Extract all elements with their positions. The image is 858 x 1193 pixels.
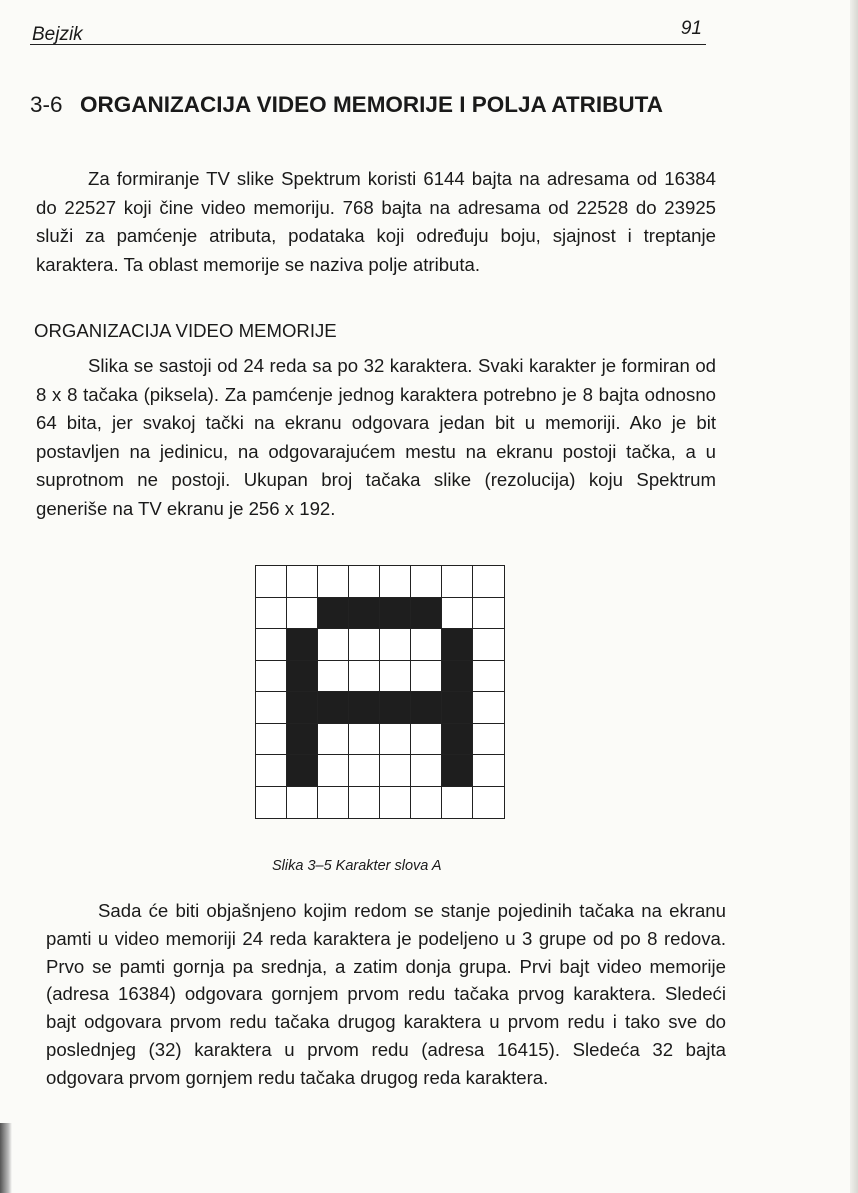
pixel-cell — [411, 598, 442, 630]
pixel-cell — [318, 629, 349, 661]
pixel-cell — [256, 598, 287, 630]
pixel-cell — [318, 755, 349, 787]
pixel-cell — [380, 598, 411, 630]
pixel-cell — [318, 661, 349, 693]
scan-binding-shadow — [0, 1123, 12, 1193]
pixel-cell — [318, 598, 349, 630]
pixel-cell — [287, 692, 318, 724]
pixel-cell — [473, 629, 504, 661]
pixel-cell — [380, 755, 411, 787]
page-edge-shadow — [850, 0, 858, 1193]
pixel-cell — [442, 661, 473, 693]
pixel-cell — [473, 692, 504, 724]
section-title-text: ORGANIZACIJA VIDEO MEMORIJE I POLJA ATRIBUTA — [80, 92, 663, 117]
pixel-cell — [349, 598, 380, 630]
pixel-cell — [473, 598, 504, 630]
pixel-cell — [411, 629, 442, 661]
pixel-cell — [349, 566, 380, 598]
pixel-cell — [380, 787, 411, 819]
pixel-cell — [442, 692, 473, 724]
pixel-cell — [349, 755, 380, 787]
pixel-cell — [287, 755, 318, 787]
pixel-cell — [442, 724, 473, 756]
pixel-cell — [256, 692, 287, 724]
section-title — [30, 90, 690, 120]
paragraph-text: Za formiranje TV slike Spektrum koristi 6144 bajta na adresama od 16384 do 22527 koji čine video memoriju. 768 bajta na adresama od 22528 do 23925 služi za pamćenje atributa, podataka koji određuju boju, sjajnost i treptanje karaktera. Ta oblast memorije se naziva polje atributa. — [36, 168, 716, 275]
pixel-cell — [318, 787, 349, 819]
pixel-cell — [442, 755, 473, 787]
pixel-cell — [473, 661, 504, 693]
pixel-cell — [380, 724, 411, 756]
pixel-cell — [287, 566, 318, 598]
pixel-cell — [256, 724, 287, 756]
pixel-cell — [318, 566, 349, 598]
pixel-cell — [349, 661, 380, 693]
pixel-cell — [380, 629, 411, 661]
pixel-cell — [442, 787, 473, 819]
pixel-cell — [256, 787, 287, 819]
pixel-cell — [473, 566, 504, 598]
pixel-cell — [287, 661, 318, 693]
pixel-cell — [442, 629, 473, 661]
subheading: ORGANIZACIJA VIDEO MEMORIJE — [34, 320, 337, 341]
pixel-cell — [442, 598, 473, 630]
pixel-cell — [380, 566, 411, 598]
paragraph-1 — [36, 165, 716, 279]
pixel-cell — [411, 724, 442, 756]
figure-caption: Slika 3–5 Karakter slova A — [272, 858, 442, 874]
paragraph-text: Sada će biti objašnjeno kojim redom se stanje pojedinih tačaka na ekranu pamti u video memoriji 24 reda karaktera je podeljeno u 3 grupe od po 8 redova. Prvo se pamti gornja pa srednja, a zatim donja grupa. Prvi bajt video memorije (adresa 16384) odgovara gornjem prvom redu tačaka prvog karaktera. Sledeći bajt odgovara prvom redu tačaka drugog karaktera u prvom redu i tako sve do poslednjeg (32) karaktera u prvom redu (adresa 16415). Sledeća 32 bajta odgovara prvom gornjem redu tačaka drugog reda karaktera. — [46, 900, 726, 1088]
running-head: Bejzik — [32, 24, 83, 45]
pixel-cell — [349, 724, 380, 756]
pixel-cell — [411, 787, 442, 819]
pixel-cell — [473, 724, 504, 756]
pixel-cell — [256, 566, 287, 598]
pixel-cell — [473, 787, 504, 819]
section-number: 3-6 — [30, 92, 63, 117]
pixel-cell — [287, 724, 318, 756]
pixel-cell — [473, 755, 504, 787]
pixel-cell — [349, 692, 380, 724]
character-figure — [255, 565, 503, 817]
paragraph-text: Slika se sastoji od 24 reda sa po 32 karaktera. Svaki karakter je formiran od 8 x 8 tačaka (piksela). Za pamćenje jednog karaktera potrebno je 8 bajta odnosno 64 bita, jer svakoj tački na ekranu odgovara jedan bit u memoriji. Ako je bit postavljen na jedinicu, na odgovarajućem mestu na ekranu postoji tačka, a u suprotnom ne postoji. Ukupan broj tačaka slike (rezolucija) koju Spektrum generiše na TV ekranu je 256 x 192. — [36, 355, 716, 519]
page-number: 91 — [680, 18, 702, 39]
pixel-cell — [287, 629, 318, 661]
pixel-cell — [287, 787, 318, 819]
pixel-cell — [380, 661, 411, 693]
pixel-cell — [287, 598, 318, 630]
pixel-cell — [256, 755, 287, 787]
pixel-cell — [411, 692, 442, 724]
pixel-cell — [256, 661, 287, 693]
pixel-cell — [318, 724, 349, 756]
pixel-cell — [318, 692, 349, 724]
pixel-cell — [380, 692, 411, 724]
pixel-cell — [256, 629, 287, 661]
pixel-cell — [411, 566, 442, 598]
pixel-cell — [442, 566, 473, 598]
paragraph-2 — [36, 352, 716, 524]
pixel-cell — [349, 787, 380, 819]
page-header — [30, 18, 706, 45]
pixel-cell — [411, 755, 442, 787]
paragraph-3 — [46, 897, 726, 1092]
pixel-grid — [255, 565, 505, 819]
pixel-cell — [349, 629, 380, 661]
pixel-cell — [411, 661, 442, 693]
